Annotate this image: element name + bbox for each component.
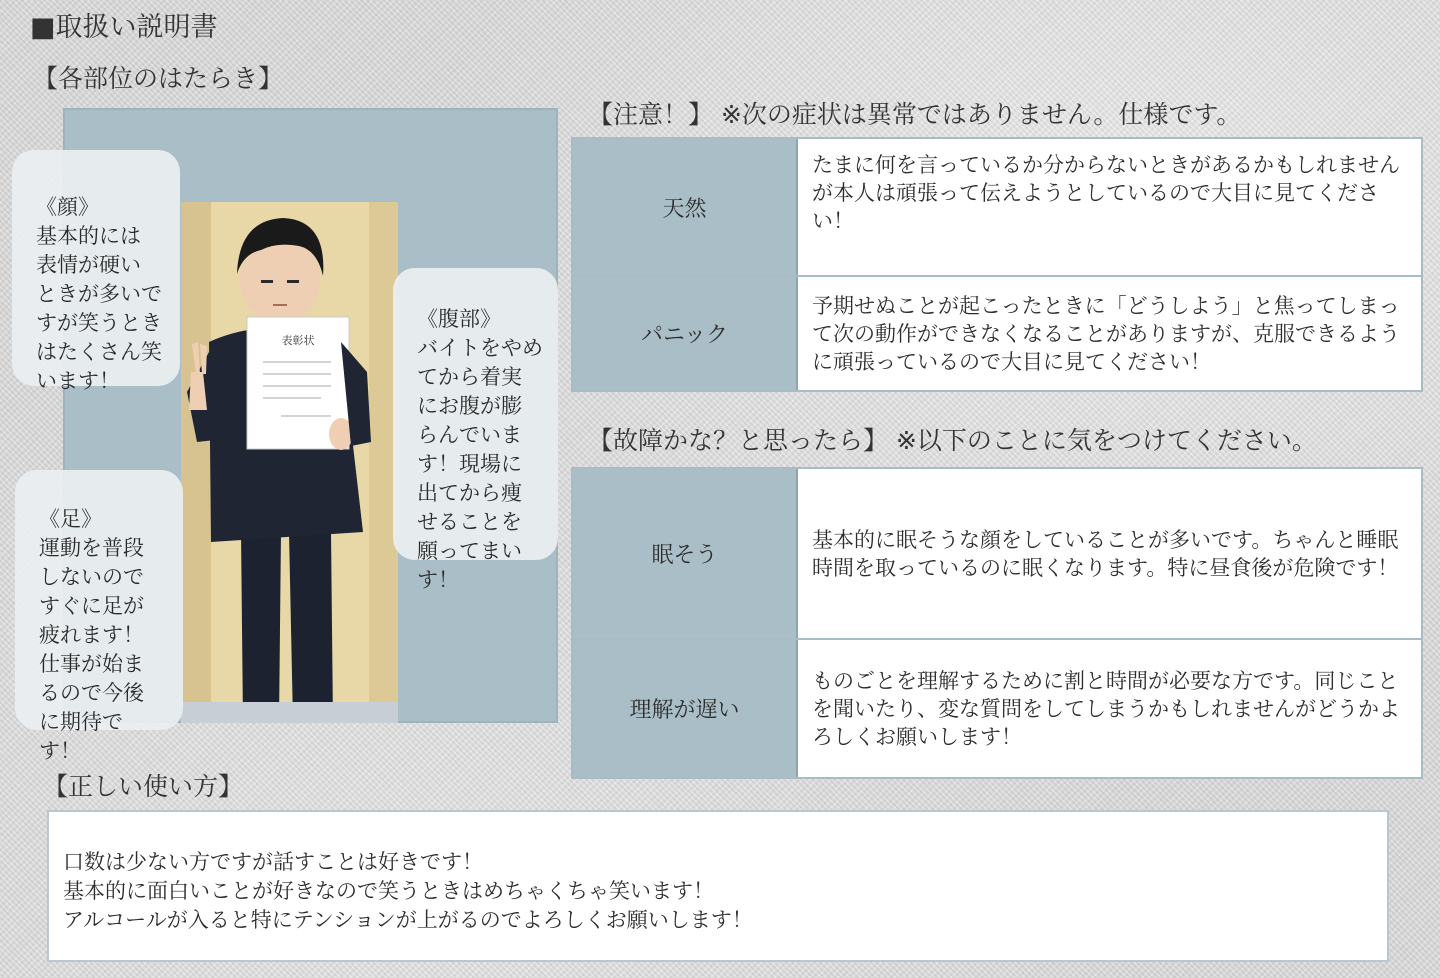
- person-photo: [181, 202, 398, 723]
- page-title: ■取扱い説明書: [30, 12, 218, 43]
- legs-title: 《足》: [39, 507, 102, 531]
- legs-bubble: [15, 470, 183, 763]
- caution-text: [798, 277, 1421, 390]
- usage-line: アルコールが入ると特にテンションが上がるのでよろしくお願いします！: [63, 908, 753, 932]
- trouble-text: [798, 469, 1421, 638]
- caution-table: [571, 137, 1423, 392]
- belly-bubble: [393, 268, 558, 592]
- trouble-heading: 【故障かな？と思ったら】 ※以下のことに気をつけてください。: [588, 426, 1317, 455]
- caution-label: パニック: [573, 277, 798, 390]
- face-text: 基本的には 表情が硬い ときが多いで すが笑うとき はたくさん笑 います！: [36, 224, 162, 393]
- face-bubble: [12, 150, 180, 393]
- person-illustration: [181, 202, 398, 723]
- trouble-text: [798, 640, 1421, 777]
- usage-heading: 【正しい使い方】: [43, 772, 244, 801]
- belly-text: バイトをやめ てから着実 にお腹が膨 らんでいま す！現場に 出てから痩 せることを 願ってまい す！: [417, 336, 543, 592]
- certificate-title: 表彰状: [281, 334, 315, 347]
- legs-text: 運動を普段 しないので すぐに足が 疲れます！ 仕事が始ま るので今後 に期待で す！: [39, 536, 144, 763]
- trouble-label: 理解が遅い: [573, 640, 798, 777]
- usage-line: 口数は少ない方ですが話すことは好きです！: [63, 850, 483, 874]
- trouble-row: [573, 469, 1421, 638]
- caution-text-content: 予期せぬことが起こったときに「どうしよう」と焦ってしまって次の動作ができなくなることがありますが、克服できるように頑張っているので大目に見てください！: [812, 293, 1400, 374]
- trouble-text-content: ものごとを理解するために割と時間が必要な方です。同じことを聞いたり、変な質問をしてしまうかもしれませんがどうかよろしくお願いします！: [812, 668, 1400, 749]
- trouble-table: [571, 467, 1423, 779]
- caution-heading: 【注意！】 ※次の症状は異常ではありません。仕様です。: [588, 100, 1242, 129]
- caution-row: [573, 139, 1421, 275]
- caution-row: [573, 277, 1421, 390]
- caution-label: 天然: [573, 139, 798, 275]
- caution-text-content: たまに何を言っているか分からないときがあるかもしれませんが本人は頑張って伝えようとしているので大目に見てください！: [812, 153, 1400, 233]
- caution-text: [798, 139, 1421, 275]
- trouble-label: 眠そう: [573, 469, 798, 638]
- belly-title: 《腹部》: [417, 307, 501, 331]
- face-title: 《顔》: [36, 195, 99, 219]
- usage-box: [47, 810, 1389, 962]
- usage-line: 基本的に面白いことが好きなので笑うときはめちゃくちゃ笑います！: [63, 879, 714, 903]
- parts-heading: 【各部位のはたらき】: [33, 64, 284, 93]
- trouble-text-content: 基本的に眠そうな顔をしていることが多いです。ちゃんと睡眠時間を取っているのに眠くなります。特に昼食後が危険です！: [812, 527, 1399, 580]
- trouble-row: [573, 640, 1421, 777]
